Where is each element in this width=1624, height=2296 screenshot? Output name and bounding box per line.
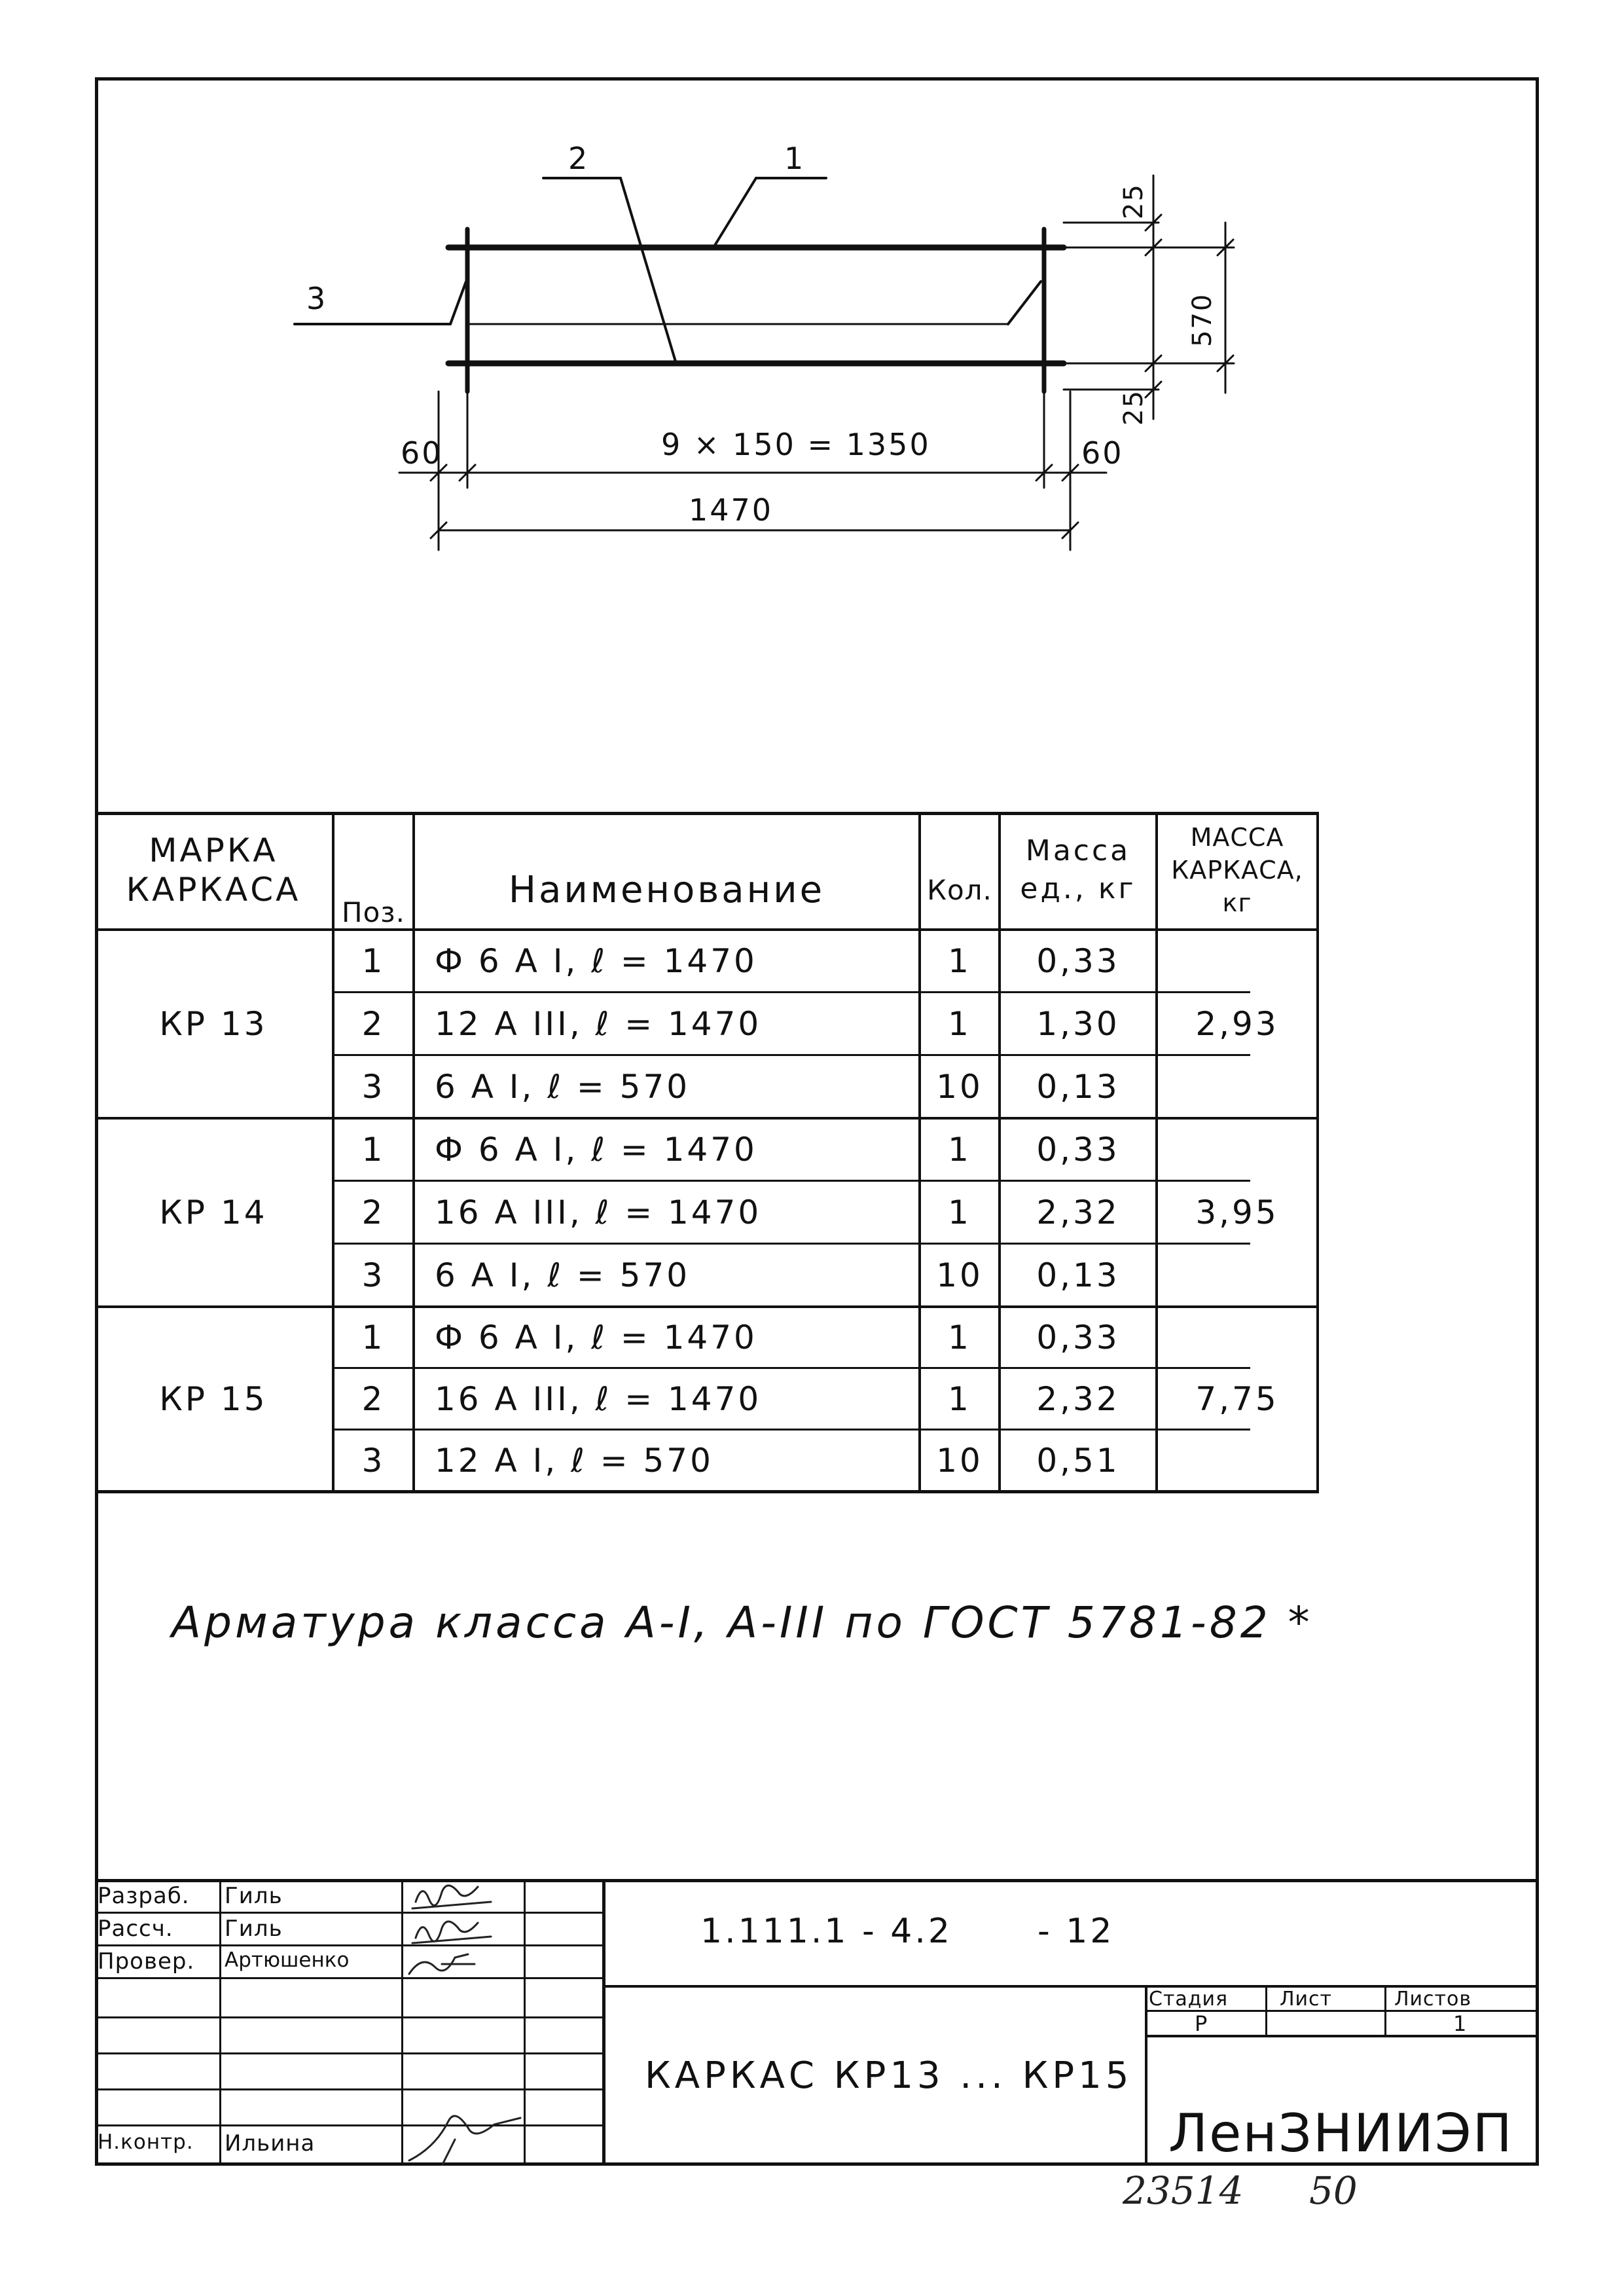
reinforcement-note: Арматура класса А-I, А-III по ГОСТ 5781-82 * — [171, 1597, 1313, 1648]
table-row: 2,32 — [1036, 1193, 1120, 1231]
table-row: Ф 6 А I, ℓ = 1470 — [435, 942, 757, 980]
table-row: 1 — [361, 1319, 386, 1357]
table-row: 3 — [361, 1256, 386, 1294]
stage-value: Р — [1195, 2011, 1208, 2036]
name-developer: Гиль — [225, 1883, 283, 1909]
table-row: 0,33 — [1036, 1319, 1120, 1357]
table-row: 2,32 — [1036, 1379, 1120, 1418]
dim-top: 25 — [1119, 183, 1149, 219]
name-calculator: Гиль — [225, 1916, 283, 1942]
table-row: 1 — [948, 1004, 971, 1043]
table-row: 2 — [361, 1379, 386, 1418]
page-number: 50 — [1309, 2168, 1358, 2213]
dim-total: 1470 — [689, 492, 774, 528]
table-row: 0,13 — [1036, 1256, 1120, 1294]
table-row: 10 — [936, 1067, 983, 1106]
table-row: 1 — [948, 942, 971, 980]
table-row: 2 — [361, 1193, 386, 1231]
sheets-label: Листов — [1394, 1988, 1472, 2011]
table-row: 6 А I, ℓ = 570 — [435, 1067, 691, 1106]
table-row: 1 — [948, 1193, 971, 1231]
frame-mass-kr15: 7,75 — [1195, 1380, 1279, 1418]
table-row: 0,13 — [1036, 1067, 1120, 1106]
role-developer: Разраб. — [98, 1883, 190, 1909]
spec-table — [95, 812, 1319, 1493]
table-row: 1 — [361, 1131, 386, 1169]
table-row: 1 — [948, 1319, 971, 1357]
pos-label-3: 3 — [306, 281, 328, 316]
frame-mass-kr13: 2,93 — [1195, 1005, 1279, 1043]
sheet-code: - 12 — [1038, 1912, 1115, 1951]
dim-spacing: 9 × 150 = 1350 — [661, 427, 931, 462]
table-row: 1 — [948, 1131, 971, 1169]
frame-mass-kr14: 3,95 — [1195, 1194, 1279, 1231]
mark-kr13: КР 13 — [159, 1005, 268, 1043]
title-block — [95, 1879, 1539, 2166]
header-unit-mass: Масса ед., кг — [1020, 834, 1136, 905]
table-row: Ф 6 А I, ℓ = 1470 — [435, 1319, 757, 1357]
table-row: 2 — [361, 1004, 386, 1043]
organization: ЛенЗНИИЭП — [1168, 2103, 1513, 2164]
dim-right: 60 — [1081, 435, 1124, 471]
mark-kr14: КР 14 — [159, 1194, 268, 1231]
table-row: 3 — [361, 1067, 386, 1106]
table-row: 0,33 — [1036, 942, 1120, 980]
table-row: 10 — [936, 1256, 983, 1294]
table-row: 16 А III, ℓ = 1470 — [435, 1379, 762, 1418]
header-name: Наименование — [508, 868, 825, 911]
table-row: 6 А I, ℓ = 570 — [435, 1256, 691, 1294]
name-norm-control: Ильина — [225, 2130, 316, 2157]
table-row: 3 — [361, 1441, 386, 1480]
sheets-value: 1 — [1453, 2011, 1468, 2036]
pos-label-1: 1 — [784, 141, 806, 176]
table-row: 16 А III, ℓ = 1470 — [435, 1193, 762, 1231]
table-row: 1 — [948, 1379, 971, 1418]
drawing-title: КАРКАС КР13 ... КР15 — [645, 2054, 1133, 2097]
role-checker: Провер. — [98, 1948, 195, 1975]
role-norm-control: Н.контр. — [98, 2130, 194, 2154]
signatures — [403, 1879, 612, 2166]
table-row: 1 — [361, 942, 386, 980]
header-pos: Поз. — [342, 896, 405, 928]
role-calculator: Рассч. — [98, 1916, 173, 1942]
table-row: 10 — [936, 1441, 983, 1480]
header-frame-mass: МАССА КАРКАСА, кг — [1171, 823, 1303, 917]
mark-kr15: КР 15 — [159, 1380, 268, 1418]
document-code: 1.111.1 - 4.2 — [700, 1912, 952, 1951]
header-qty: Кол. — [927, 873, 992, 906]
sheet-label: Лист — [1280, 1988, 1333, 2011]
archive-number: 23514 — [1123, 2168, 1244, 2213]
dim-height: 570 — [1187, 293, 1218, 347]
frame-drawing — [0, 0, 1624, 589]
table-row: 12 А I, ℓ = 570 — [435, 1441, 713, 1480]
dim-bottom: 25 — [1119, 390, 1149, 426]
table-row: 12 А III, ℓ = 1470 — [435, 1004, 762, 1043]
pos-label-2: 2 — [568, 141, 590, 176]
table-row: 0,51 — [1036, 1441, 1120, 1480]
stage-label: Стадия — [1149, 1988, 1229, 2011]
table-row: 0,33 — [1036, 1131, 1120, 1169]
name-checker: Артюшенко — [225, 1948, 350, 1972]
dim-left: 60 — [401, 435, 443, 471]
table-row: Ф 6 А I, ℓ = 1470 — [435, 1131, 757, 1169]
table-row: 1,30 — [1036, 1004, 1120, 1043]
header-mark: МАРКА КАРКАСА — [126, 831, 301, 909]
